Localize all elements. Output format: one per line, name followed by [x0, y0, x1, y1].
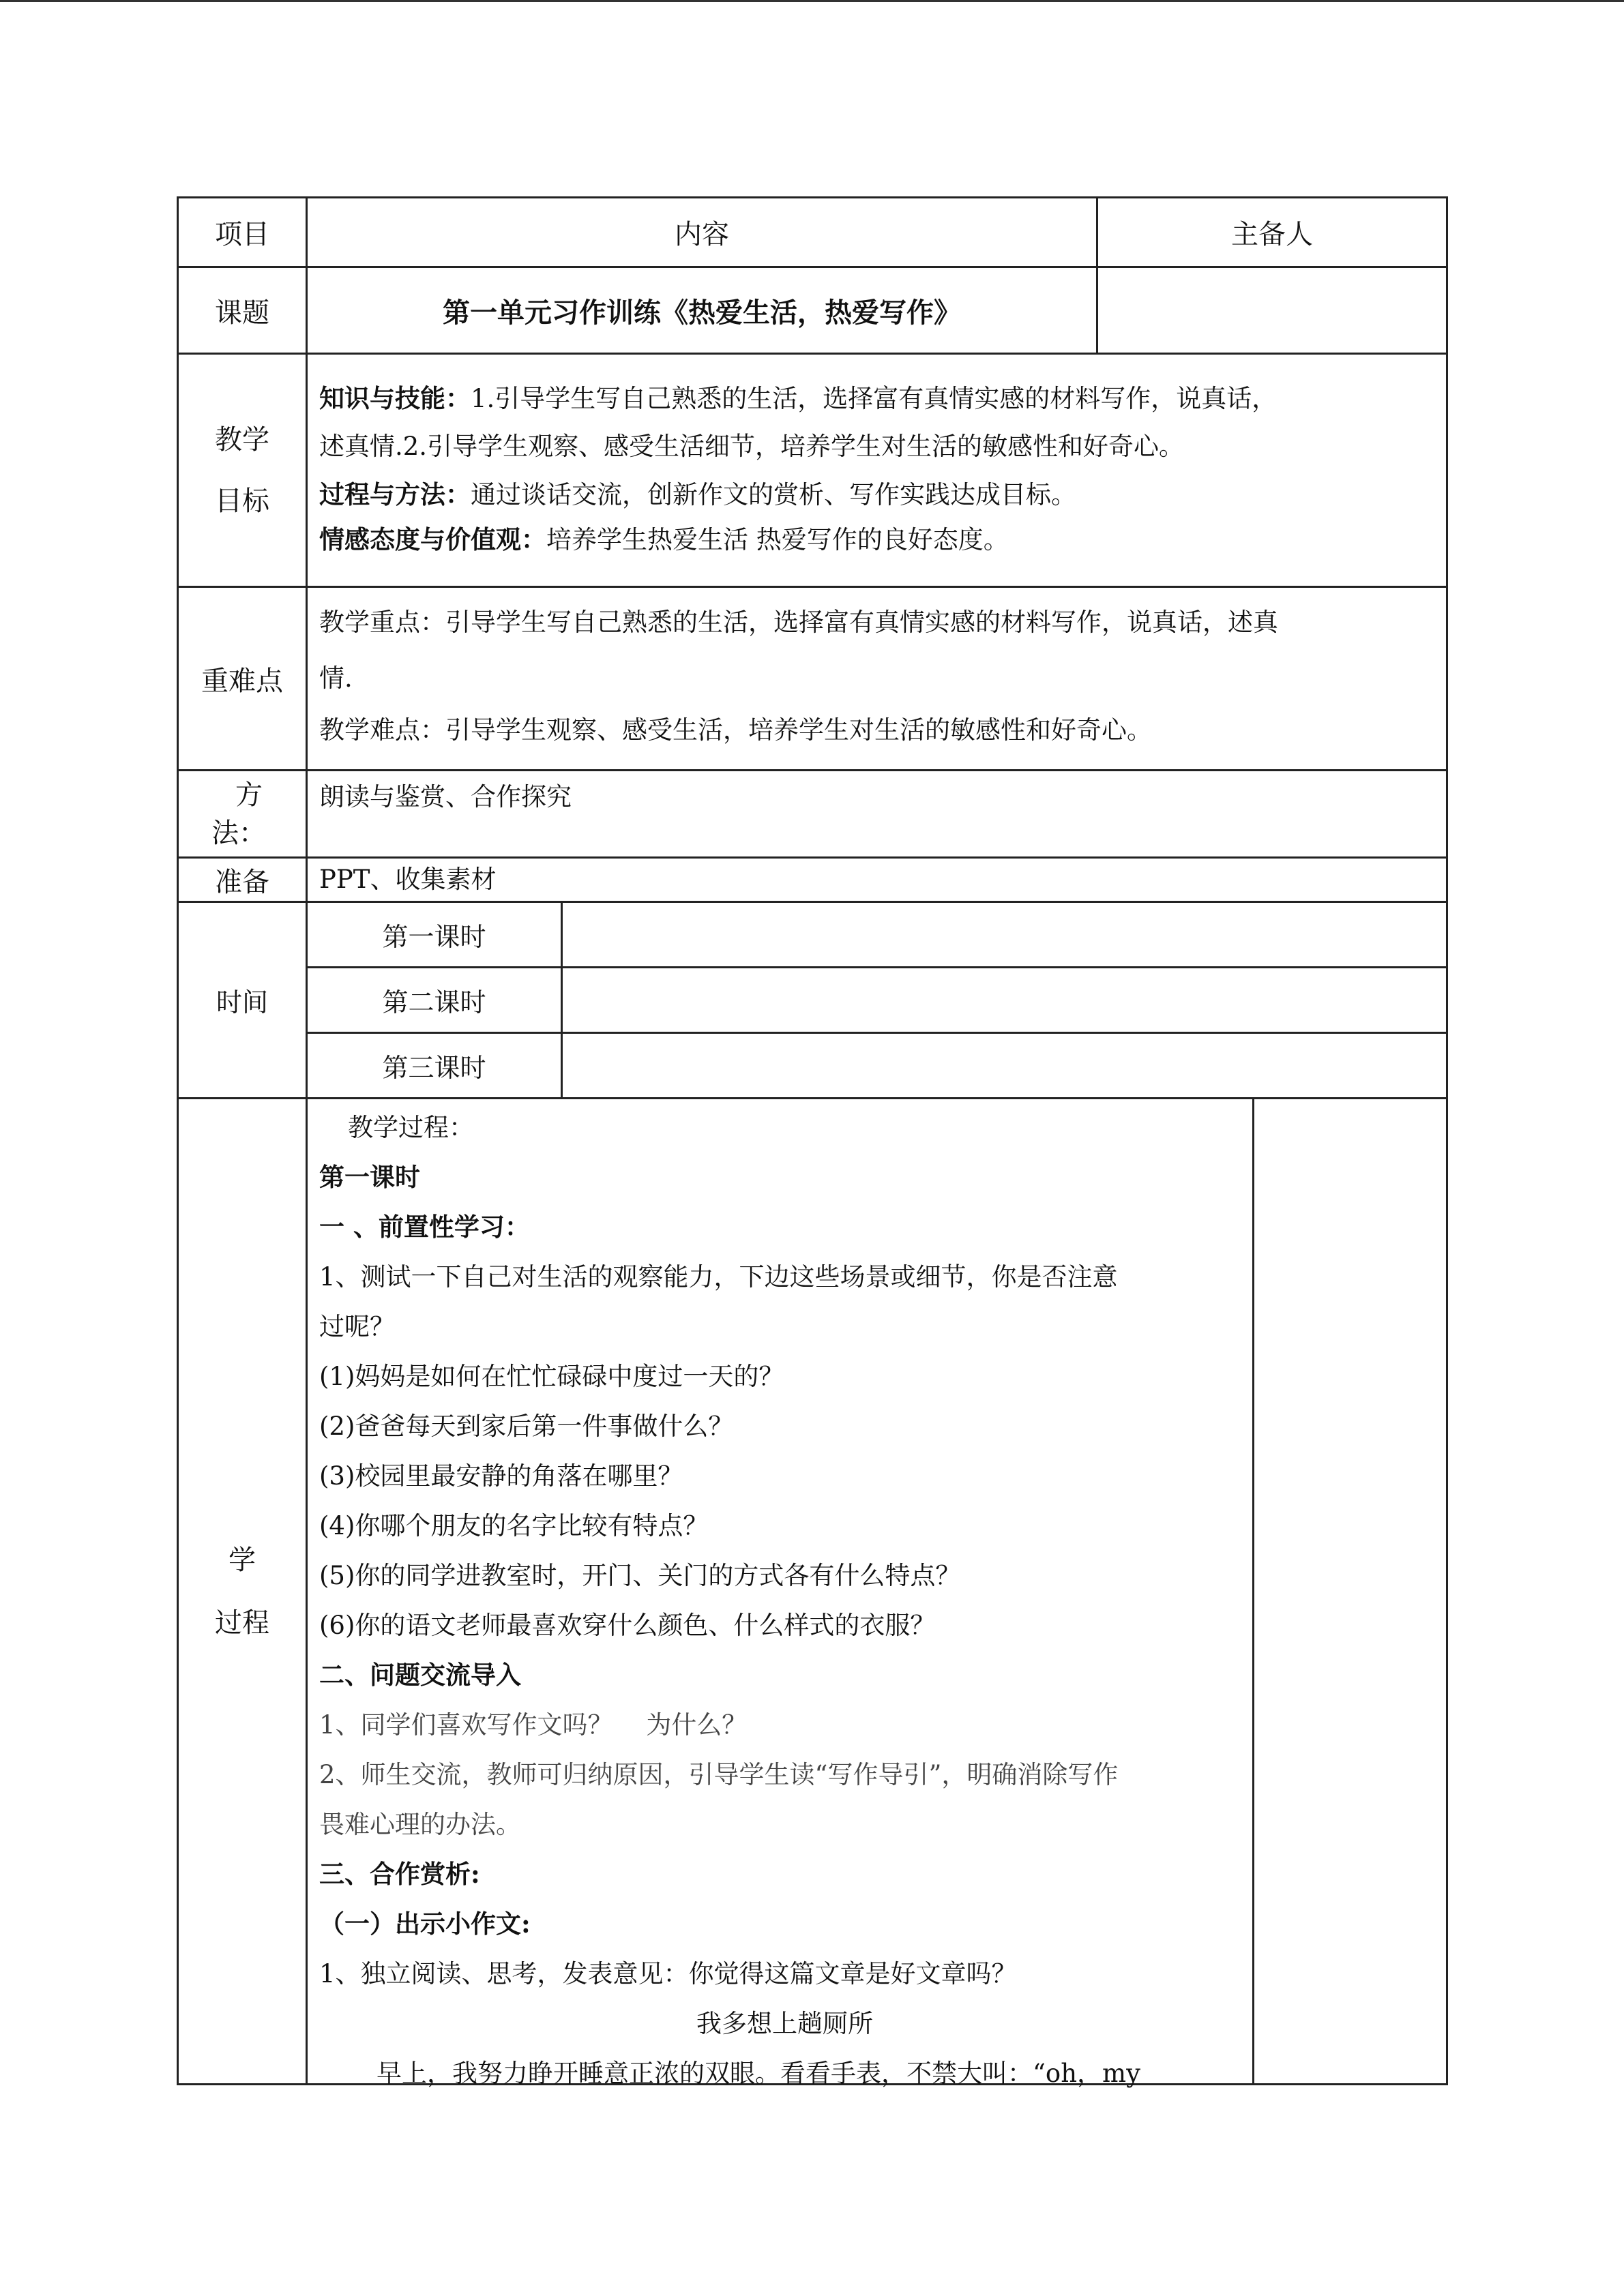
- process-heading: 三、合作赏析:: [319, 1859, 480, 1889]
- header-item: 项目: [215, 219, 269, 250]
- header-content: 内容: [675, 219, 729, 250]
- process-heading: 一 、前置性学习：: [319, 1212, 530, 1242]
- objectives-label-line1: 教学: [215, 423, 269, 456]
- process-line: (1)妈妈是如何在忙忙碌碌中度过一天的？: [319, 1362, 784, 1391]
- essay-first-line: 早上，我努力睁开睡意正浓的双眼。看看手表，不禁大叫：“oh，my: [377, 2059, 1141, 2088]
- method-label-line2: 法：: [211, 817, 266, 849]
- prep-value: PPT、收集素材: [319, 865, 497, 894]
- topic-label: 课题: [215, 297, 269, 329]
- key-points-content: [319, 593, 1438, 756]
- time-row-2: 第二课时: [382, 987, 486, 1017]
- process-line: (2)爸爸每天到家后第一件事做什么？: [319, 1412, 734, 1441]
- method-value: 朗读与鉴赏、合作探究: [319, 782, 572, 811]
- header-author: 主备人: [1231, 219, 1313, 250]
- process-line: 畏难心理的办法。: [319, 1810, 521, 1839]
- process-line: 2、师生交流，教师可归纳原因，引导学生读“写作导引”，明确消除写作: [319, 1760, 1119, 1789]
- lesson-plan-table: [177, 196, 1448, 2088]
- focus-text-1: 教学重点：引导学生写自己熟悉的生活，选择富有真情实感的材料写作，说真话，述真: [319, 608, 1278, 637]
- time-label: 时间: [216, 987, 268, 1017]
- process-heading: 二、问题交流导入: [319, 1660, 521, 1690]
- process-line: (4)你哪个朋友的名字比较有特点？: [319, 1511, 709, 1540]
- process-line: 1、同学们喜欢写作文吗？ 为什么？: [319, 1710, 748, 1740]
- knowledge-text-1: 1.引导学生写自己熟悉的生活，选择富有真情实感的材料写作，说真话，: [471, 384, 1278, 413]
- topic-value: 第一单元习作训练《热爱生活，热爱写作》: [443, 296, 961, 329]
- knowledge-label: 知识与技能：: [319, 383, 471, 413]
- process-line: 过呢？: [319, 1312, 395, 1341]
- page-top-border: [0, 0, 1624, 2]
- focus-text-2: 情.: [319, 664, 353, 693]
- emotion-text: 培养学生热爱生活 热爱写作的良好态度。: [546, 525, 1009, 554]
- process-line: 1、独立阅读、思考，发表意见：你觉得这篇文章是好文章吗？: [319, 1959, 1017, 1988]
- knowledge-text-2: 述真情.2.引导学生观察、感受生活细节，培养学生对生活的敏感性和好奇心。: [319, 432, 1185, 461]
- essay-title: 我多想上趟厕所: [696, 2009, 873, 2038]
- objectives-label-line2: 目标: [215, 485, 269, 517]
- objectives-label: [179, 355, 306, 586]
- method-label-line1: 方: [235, 779, 263, 811]
- objectives-content: [319, 374, 1438, 561]
- time-row-3: 第三课时: [382, 1053, 486, 1083]
- time-row-1: 第一课时: [382, 922, 486, 952]
- process-text: 通过谈话交流，创新作文的赏析、写作实践达成目标。: [471, 480, 1076, 509]
- process-line: 教学过程：: [348, 1113, 474, 1142]
- process-label-line1: 学: [228, 1544, 256, 1576]
- key-points-label: 重难点: [201, 665, 283, 697]
- process-line: (3)校园里最安静的角落在哪里？: [319, 1461, 683, 1491]
- prep-label: 准备: [215, 866, 269, 898]
- process-line: (5)你的同学进教室时，开门、关门的方式各有什么特点？: [319, 1561, 961, 1590]
- process-line: (6)你的语文老师最喜欢穿什么颜色、什么样式的衣服？: [319, 1611, 936, 1640]
- process-heading: 第一课时: [319, 1162, 420, 1192]
- process-label-line2: 过程: [215, 1607, 269, 1639]
- process-content: [319, 1103, 1250, 2098]
- difficulty-text: 教学难点：引导学生观察、感受生活，培养学生对生活的敏感性和好奇心。: [319, 715, 1152, 745]
- process-label: [179, 1099, 306, 2083]
- method-label: [179, 771, 306, 856]
- process-line: 1、测试一下自己对生活的观察能力，下边这些场景或细节，你是否注意: [319, 1262, 1118, 1292]
- process-label: 过程与方法：: [319, 479, 471, 509]
- emotion-label: 情感态度与价值观：: [319, 524, 546, 554]
- process-heading: （一）出示小作文:: [319, 1909, 531, 1939]
